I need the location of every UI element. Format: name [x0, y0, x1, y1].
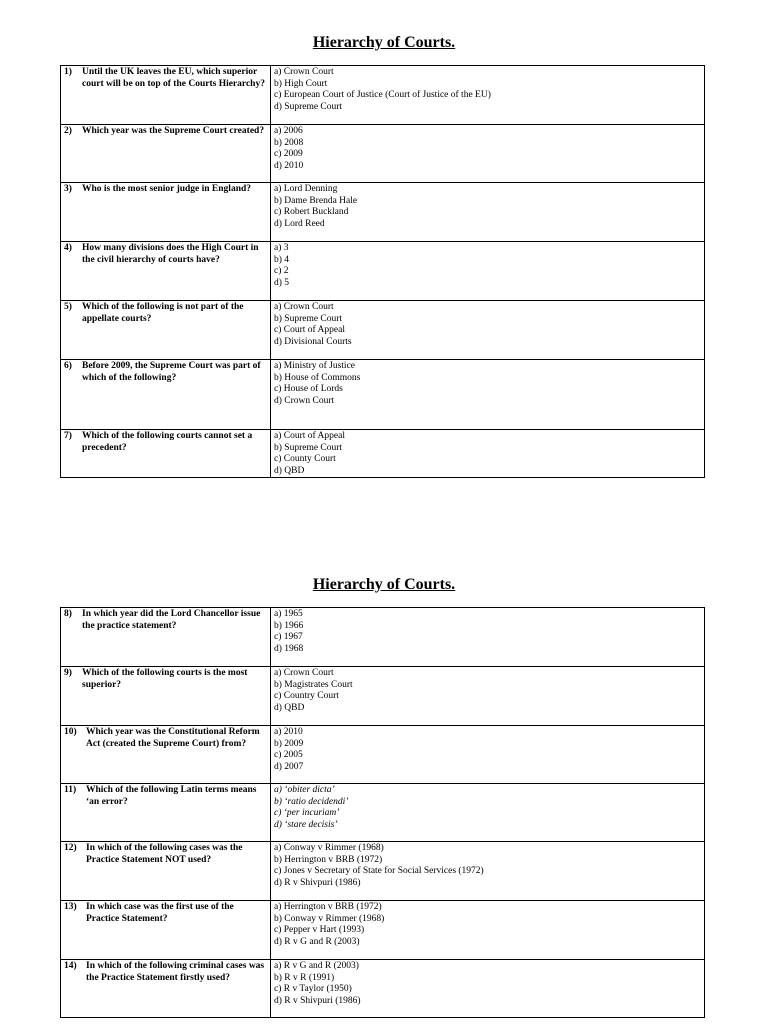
question-text: Until the UK leaves the EU, which superior court will be on top of the Courts Hierarchy? [82, 67, 265, 89]
answer-option: a) Herrington v BRB (1972) [274, 902, 382, 912]
page-title: Hierarchy of Courts. [312, 34, 456, 51]
question-row [61, 242, 705, 301]
answer-option: c) Jones v Secretary of State for Social Services (1972) [274, 866, 484, 877]
question-row [61, 608, 705, 667]
question-text: In which year did the Lord Chancellor issue the practice statement? [82, 609, 261, 631]
question-cell [61, 242, 271, 301]
question-cell [61, 901, 271, 960]
question-row [61, 901, 705, 960]
question-number: 13) [64, 902, 77, 912]
answer-option: b) Supreme Court [274, 442, 343, 453]
answer-option: c) 2005 [274, 750, 303, 761]
quiz-table [60, 607, 705, 1018]
answer-options-cell [271, 242, 705, 301]
answer-options-cell [271, 842, 705, 901]
answer-options-cell [271, 960, 705, 1018]
question-row [61, 430, 705, 478]
question-number: 7) [64, 431, 72, 441]
answer-options-cell [271, 125, 705, 183]
answer-option: d) Divisional Courts [274, 336, 352, 347]
question-row [61, 66, 705, 125]
question-cell [61, 608, 271, 667]
answer-option: a) Court of Appeal [274, 431, 345, 441]
quiz-table [60, 65, 705, 478]
question-cell [61, 667, 271, 726]
answer-options-cell [271, 301, 705, 360]
question-cell [61, 430, 271, 478]
question-number: 8) [64, 609, 72, 619]
answer-options-cell [271, 360, 705, 430]
question-cell [61, 960, 271, 1018]
answer-option: c) 2009 [274, 149, 303, 160]
question-number: 2) [64, 126, 72, 136]
answer-options-cell [271, 901, 705, 960]
answer-options-cell [271, 726, 705, 784]
answer-option: d) R v Shivpuri (1986) [274, 877, 361, 888]
answer-option: d) R v Shivpuri (1986) [274, 995, 361, 1006]
answer-option: d) Supreme Court [274, 101, 343, 112]
question-number: 4) [64, 243, 72, 253]
answer-option: c) County Court [274, 454, 336, 465]
answer-option: d) QBD [274, 465, 305, 476]
question-number: 1) [64, 67, 72, 77]
question-text: In which case was the first use of the Practice Statement? [86, 902, 234, 924]
question-text: Which of the following courts cannot set a precedent? [82, 431, 253, 453]
question-row [61, 360, 705, 430]
question-text: In which of the following cases was the Practice Statement NOT used? [86, 843, 243, 865]
answer-option: d) QBD [274, 702, 305, 713]
answer-option: a) Crown Court [274, 668, 334, 678]
question-row [61, 784, 705, 842]
question-number: 9) [64, 668, 72, 678]
answer-option: b) 2009 [274, 738, 304, 749]
answer-option: a) ‘obiter dicta’ [274, 785, 335, 795]
question-cell [61, 784, 271, 842]
answer-options-cell [271, 784, 705, 842]
answer-option: c) Country Court [274, 691, 339, 702]
answer-option: a) Ministry of Justice [274, 361, 356, 371]
question-cell [61, 842, 271, 901]
answer-option: a) 1965 [274, 609, 303, 619]
question-row [61, 125, 705, 183]
answer-option: c) Robert Buckland [274, 207, 349, 218]
question-row [61, 842, 705, 901]
question-number: 11) [64, 785, 77, 795]
question-text: Who is the most senior judge in England? [82, 184, 252, 194]
answer-option: d) Lord Reed [274, 218, 325, 229]
answer-option: c) ‘per incuriam’ [274, 808, 340, 819]
answer-option: a) 2010 [274, 727, 303, 737]
answer-options-cell [271, 430, 705, 478]
answer-option: b) R v R (1991) [274, 972, 335, 983]
answer-options-cell [271, 667, 705, 726]
question-row [61, 301, 705, 360]
question-cell [61, 183, 271, 242]
question-text: In which of the following criminal cases was the Practice Statement firstly used? [86, 961, 265, 983]
question-text: Which of the following Latin terms means ‘an error? [86, 785, 257, 807]
answer-option: c) House of Lords [274, 384, 343, 395]
answer-option: d) 1968 [274, 643, 304, 654]
question-number: 10) [64, 727, 77, 737]
question-cell [61, 726, 271, 784]
answer-option: b) House of Commons [274, 372, 361, 383]
answer-option: b) High Court [274, 78, 328, 89]
answer-option: a) Crown Court [274, 302, 334, 312]
answer-option: d) 2010 [274, 160, 304, 171]
question-text: Which of the following is not part of the appellate courts? [82, 302, 244, 324]
question-cell [61, 360, 271, 430]
answer-option: b) 2008 [274, 137, 304, 148]
question-number: 3) [64, 184, 72, 194]
answer-option: b) Supreme Court [274, 313, 343, 324]
answer-option: b) Herrington v BRB (1972) [274, 854, 383, 865]
question-text: Which year was the Supreme Court created? [82, 126, 265, 136]
answer-option: c) 1967 [274, 632, 303, 643]
question-text: Before 2009, the Supreme Court was part of which of the following? [82, 361, 261, 383]
question-row [61, 667, 705, 726]
question-cell [61, 66, 271, 125]
answer-option: b) Dame Brenda Hale [274, 195, 358, 206]
question-text: Which year was the Constitutional Reform Act (created the Supreme Court) from? [86, 727, 260, 749]
answer-options-cell [271, 66, 705, 125]
answer-option: a) Lord Denning [274, 184, 338, 194]
page-title: Hierarchy of Courts. [312, 576, 456, 593]
answer-option: a) 3 [274, 243, 289, 253]
question-number: 6) [64, 361, 72, 371]
answer-option: a) 2006 [274, 126, 303, 136]
answer-options-cell [271, 608, 705, 667]
question-number: 12) [64, 843, 77, 853]
question-text: How many divisions does the High Court in the civil hierarchy of courts have? [82, 243, 259, 265]
answer-option: b) ‘ratio decidendi’ [274, 796, 349, 807]
question-cell [61, 125, 271, 183]
answer-option: b) Magistrates Court [274, 679, 353, 690]
answer-option: d) R v G and R (2003) [274, 936, 360, 947]
question-number: 14) [64, 961, 77, 971]
answer-option: a) Conway v Rimmer (1968) [274, 843, 384, 853]
answer-option: c) Court of Appeal [274, 325, 345, 336]
question-text: Which of the following courts is the most superior? [82, 668, 248, 690]
answer-option: b) 4 [274, 254, 290, 265]
question-cell [61, 301, 271, 360]
question-row [61, 183, 705, 242]
answer-option: b) Conway v Rimmer (1968) [274, 913, 385, 924]
answer-options-cell [271, 183, 705, 242]
answer-option: d) ‘stare decisis’ [274, 819, 338, 830]
answer-option: c) R v Taylor (1950) [274, 984, 352, 995]
answer-option: a) R v G and R (2003) [274, 961, 359, 971]
answer-option: a) Crown Court [274, 67, 334, 77]
answer-option: c) Pepper v Hart (1993) [274, 925, 365, 936]
question-number: 5) [64, 302, 72, 312]
answer-option: b) 1966 [274, 620, 304, 631]
question-row [61, 960, 705, 1018]
answer-option: d) 5 [274, 277, 290, 288]
answer-option: c) European Court of Justice (Court of Justice of the EU) [274, 90, 491, 101]
answer-option: d) 2007 [274, 761, 304, 772]
answer-option: c) 2 [274, 266, 289, 277]
answer-option: d) Crown Court [274, 395, 335, 406]
question-row [61, 726, 705, 784]
